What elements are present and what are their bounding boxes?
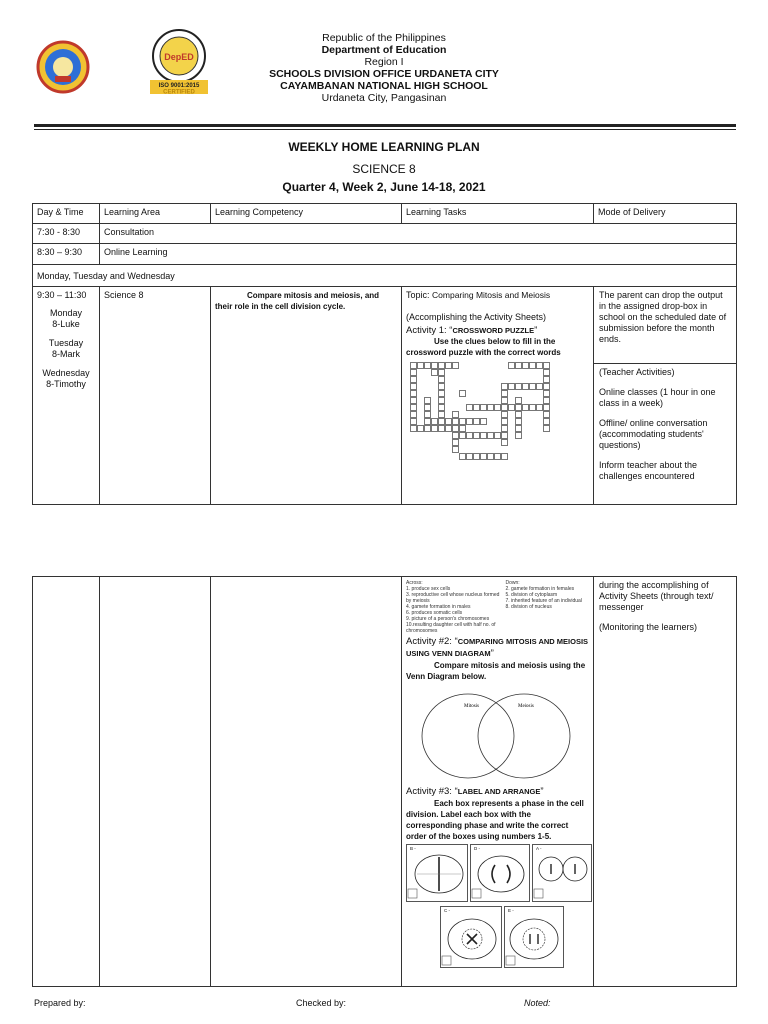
act1-title: CROSSWORD PUZZLE	[452, 326, 535, 335]
crossword-cell	[501, 383, 508, 390]
p2-delivery-text1: during the accomplishing of Activity Sheets (through text/ messenger	[599, 580, 714, 612]
crossword-cell	[473, 404, 480, 411]
plan-table-page2	[32, 576, 737, 987]
crossword-cell	[543, 397, 550, 404]
accomplish-text: (Accomplishing the Activity Sheets)	[406, 312, 547, 322]
main-time-cell	[33, 287, 100, 505]
crossword-cell	[543, 376, 550, 383]
crossword-cell	[459, 425, 466, 432]
crossword-cell	[438, 383, 445, 390]
consult-time: 7:30 - 8:30	[33, 224, 100, 244]
crossword-cell	[438, 397, 445, 404]
crossword-cell	[452, 418, 459, 425]
letterhead	[150, 32, 618, 104]
header-rule-thin	[34, 129, 736, 130]
crossword-cell	[501, 418, 508, 425]
crossword-cell	[508, 383, 515, 390]
sched-day-2: Tuesday	[48, 338, 84, 348]
crossword-cell	[424, 404, 431, 411]
venn-label-mitosis: Mitosis	[464, 704, 480, 709]
sched-class-1: 8-Luke	[52, 319, 80, 329]
online-time: 8:30 – 9:30	[33, 244, 100, 265]
main-competency: Compare mitosis and meiosis, and their role in the cell division cycle.	[211, 287, 402, 505]
phase-box-b	[406, 844, 468, 902]
crossword-cell	[473, 418, 480, 425]
phase-box-c	[440, 906, 502, 968]
crossword-cell	[501, 432, 508, 439]
crossword-cell	[410, 411, 417, 418]
header-mode-of-delivery: Mode of Delivery	[594, 204, 737, 224]
crossword-cell	[445, 418, 452, 425]
crossword-cell	[543, 404, 550, 411]
letterhead-line6: Urdaneta City, Pangasinan	[321, 92, 447, 104]
crossword-cell	[473, 453, 480, 460]
crossword-cell	[529, 383, 536, 390]
sched-day-3: Wednesday	[42, 368, 90, 378]
p2-tasks-cell	[402, 577, 594, 987]
act3-label: Activity #3: “	[406, 786, 458, 797]
crossword-cell	[508, 404, 515, 411]
crossword-cell	[452, 446, 459, 453]
p2-delivery-cell	[594, 577, 737, 987]
crossword-cell	[417, 425, 424, 432]
crossword-cell	[473, 432, 480, 439]
crossword-cell	[431, 369, 438, 376]
days-row: Monday, Tuesday and Wednesday	[33, 265, 737, 287]
act2-end: ”	[490, 648, 494, 659]
crossword-cell	[466, 432, 473, 439]
crossword-cell	[494, 453, 501, 460]
crossword-cell	[424, 425, 431, 432]
crossword-cell	[410, 397, 417, 404]
crossword-cell	[501, 411, 508, 418]
crossword-cell	[522, 383, 529, 390]
crossword-cell	[529, 362, 536, 369]
letterhead-line2: Department of Education	[321, 44, 447, 56]
venn-label-meiosis: Meiosis	[518, 704, 534, 709]
seal-center-text: DepED	[164, 52, 194, 62]
letterhead-line5: CAYAMBANAN NATIONAL HIGH SCHOOL	[280, 80, 488, 92]
crossword-cell	[452, 439, 459, 446]
online-text: Online Learning	[100, 244, 737, 265]
crossword-cell	[536, 404, 543, 411]
crossword-cell	[438, 376, 445, 383]
letterhead-line4: SCHOOLS DIVISION OFFICE URDANETA CITY	[269, 68, 499, 80]
crossword-cell	[522, 362, 529, 369]
crossword-cell	[494, 432, 501, 439]
crossword-cell	[410, 369, 417, 376]
crossword-cell	[515, 397, 522, 404]
crossword-cell	[452, 425, 459, 432]
noted-by: Noted:	[524, 998, 551, 1008]
crossword-cell	[515, 432, 522, 439]
phase-label-d: D -	[474, 846, 480, 851]
act3-title: LABEL AND ARRANGE	[457, 787, 541, 796]
crossword-cell	[543, 369, 550, 376]
crossword-cell	[410, 376, 417, 383]
crossword-cell	[438, 425, 445, 432]
clue-across-9: 9. picture of a person's chromosomes	[406, 616, 490, 622]
crossword-cell	[445, 362, 452, 369]
main-area: Science 8	[100, 287, 211, 505]
crossword-cell	[424, 418, 431, 425]
clue-down-7: 7. inherited feature of an individual	[505, 598, 582, 604]
crossword-cell	[466, 404, 473, 411]
act2-label: Activity #2: “	[406, 636, 458, 647]
crossword-cell	[508, 362, 515, 369]
crossword-cell	[543, 418, 550, 425]
p2-empty-competency	[211, 577, 402, 987]
crossword-cell	[410, 425, 417, 432]
header-learning-tasks: Learning Tasks	[402, 204, 594, 224]
crossword-cell	[417, 362, 424, 369]
clues-across-title: Across:	[406, 580, 423, 586]
delivery-inform: Inform teacher about the challenges encountered	[599, 460, 698, 481]
crossword-cell	[438, 362, 445, 369]
quarter-week-title: Quarter 4, Week 2, June 14-18, 2021	[282, 180, 486, 194]
crossword-cell	[515, 411, 522, 418]
act1-instructions: Use the clues below to fill in the crossword puzzle with the correct words	[406, 337, 561, 357]
crossword-cell	[515, 425, 522, 432]
phase-boxes	[406, 844, 589, 974]
main-time: 9:30 – 11:30	[37, 290, 87, 300]
phase-box-d	[470, 844, 530, 902]
delivery-conversation: Offline/ online conversation (accommodating students' questions)	[599, 418, 708, 450]
letterhead-line1: Republic of the Philippines	[322, 32, 446, 44]
crossword-cell	[515, 404, 522, 411]
crossword-cell	[438, 418, 445, 425]
header-learning-area: Learning Area	[100, 204, 211, 224]
clue-across-3: 3. reproductive cell whose nucleus formed by meiosis	[406, 592, 500, 604]
crossword-cell	[501, 390, 508, 397]
clue-across-10: 10.resulting daughter cell with half no. of chromosomes	[406, 622, 496, 634]
p2-empty-time	[33, 577, 100, 987]
crossword-cell	[431, 362, 438, 369]
phase-box-e	[504, 906, 564, 968]
crossword-cell	[501, 453, 508, 460]
crossword-cell	[424, 411, 431, 418]
letterhead-line3: Region I	[364, 56, 404, 68]
phase-box-a	[532, 844, 592, 902]
header-day-time: Day & Time	[33, 204, 100, 224]
act2-instructions: Compare mitosis and meiosis using the Venn Diagram below.	[406, 661, 586, 681]
topic-label: Topic:	[406, 290, 433, 300]
crossword-cell	[410, 362, 417, 369]
clue-across-6: 6. produces somatic cells	[406, 610, 463, 616]
crossword-cell	[452, 432, 459, 439]
act3-end: ”	[540, 786, 544, 797]
venn-diagram	[406, 690, 589, 782]
crossword-cell	[543, 390, 550, 397]
crossword-cell	[536, 362, 543, 369]
crossword-cell	[487, 453, 494, 460]
crossword-cell	[515, 383, 522, 390]
prepared-by: Prepared by:	[34, 998, 86, 1008]
sched-class-3: 8-Timothy	[46, 379, 86, 389]
delivery-online-classes: Online classes (1 hour in one class in a week)	[599, 387, 716, 408]
crossword-cell	[410, 390, 417, 397]
subject-title: SCIENCE 8	[352, 162, 416, 176]
act1-end: ”	[534, 325, 538, 336]
clue-down-8: 8. division of nucleus	[505, 604, 552, 610]
phase-label-a: A -	[536, 846, 542, 851]
header-learning-competency: Learning Competency	[211, 204, 402, 224]
crossword-clues	[406, 580, 589, 634]
crossword-cell	[410, 383, 417, 390]
crossword-puzzle	[406, 358, 592, 468]
act2-title: COMPARING MITOSIS AND MEIOSIS USING VENN DIAGRAM	[406, 637, 589, 658]
crossword-cell	[438, 390, 445, 397]
crossword-cell	[466, 418, 473, 425]
clue-down-5: 5. division of cytoplasm	[505, 592, 558, 598]
crossword-cell	[466, 453, 473, 460]
certified-text: CERTIFIED	[163, 89, 195, 96]
deped-division-logo	[36, 40, 90, 94]
crossword-cell	[424, 397, 431, 404]
delivery-teacher-activities: (Teacher Activities)	[599, 367, 675, 377]
header-rule-thick	[34, 124, 736, 127]
crossword-cell	[438, 369, 445, 376]
crossword-cell	[543, 383, 550, 390]
iso-text: ISO 9001:2015	[158, 83, 200, 89]
delivery-dropbox: The parent can drop the output in the assigned drop-box in school on the scheduled date of submission before the month ends.	[594, 287, 736, 364]
crossword-cell	[501, 425, 508, 432]
crossword-cell	[445, 425, 452, 432]
p2-delivery-text2: (Monitoring the learners)	[599, 622, 698, 632]
crossword-cell	[431, 425, 438, 432]
clue-across-1: 1. produce sex cells	[406, 586, 451, 592]
crossword-cell	[452, 362, 459, 369]
plan-table-page1	[32, 203, 737, 505]
crossword-cell	[529, 404, 536, 411]
crossword-cell	[487, 432, 494, 439]
crossword-cell	[480, 453, 487, 460]
crossword-cell	[543, 425, 550, 432]
clue-down-2: 2. gamete formation in females	[505, 586, 575, 592]
crossword-cell	[480, 404, 487, 411]
act1-label: Activity 1: “	[406, 325, 453, 336]
clues-down-title: Down:	[505, 580, 520, 586]
crossword-cell	[501, 397, 508, 404]
phase-label-e: E -	[508, 908, 514, 913]
crossword-cell	[515, 362, 522, 369]
main-tasks-cell	[402, 287, 594, 505]
crossword-cell	[501, 404, 508, 411]
crossword-cell	[480, 418, 487, 425]
crossword-cell	[522, 404, 529, 411]
crossword-cell	[431, 418, 438, 425]
crossword-cell	[536, 383, 543, 390]
crossword-cell	[459, 418, 466, 425]
main-delivery-cell	[594, 287, 737, 505]
crossword-cell	[480, 432, 487, 439]
topic-text: Comparing Mitosis and Meiosis	[432, 290, 551, 300]
crossword-cell	[487, 404, 494, 411]
crossword-cell	[459, 390, 466, 397]
sched-day-1: Monday	[49, 308, 83, 318]
crossword-cell	[410, 404, 417, 411]
crossword-cell	[543, 362, 550, 369]
act3-instructions: Each box represents a phase in the cell division. Label each box with the corresponding phase and write the correct order of the boxes using numbers 1-5.	[406, 799, 584, 841]
phase-label-b: B -	[410, 846, 416, 851]
consult-text: Consultation	[100, 224, 737, 244]
crossword-cell	[438, 411, 445, 418]
crossword-cell	[438, 404, 445, 411]
crossword-cell	[459, 453, 466, 460]
crossword-cell	[494, 404, 501, 411]
crossword-cell	[424, 362, 431, 369]
crossword-cell	[459, 432, 466, 439]
p2-empty-area	[100, 577, 211, 987]
crossword-cell	[515, 418, 522, 425]
crossword-cell	[452, 411, 459, 418]
crossword-cell	[410, 418, 417, 425]
crossword-cell	[501, 439, 508, 446]
phase-label-c: C -	[444, 908, 450, 913]
checked-by: Checked by:	[296, 998, 347, 1008]
sched-class-2: 8-Mark	[51, 349, 80, 359]
clue-across-4: 4. gamete formation in males	[406, 604, 471, 610]
plan-title: WEEKLY HOME LEARNING PLAN	[288, 140, 480, 154]
crossword-cell	[543, 411, 550, 418]
